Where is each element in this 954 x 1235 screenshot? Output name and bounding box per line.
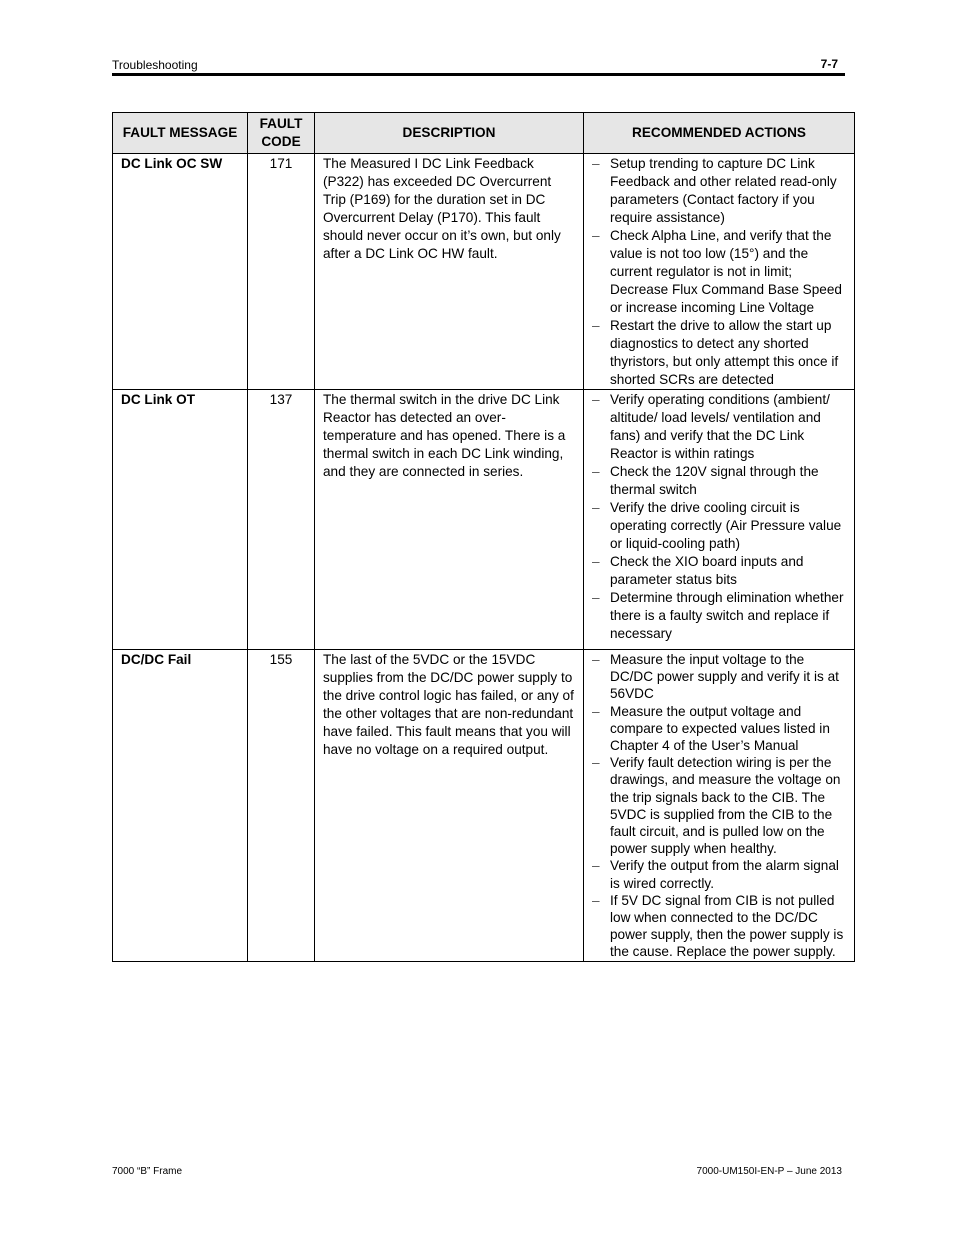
page-number: 7-7 bbox=[820, 57, 838, 71]
table-row bbox=[113, 154, 855, 390]
column-header-recommended-actions: RECOMMENDED ACTIONS bbox=[584, 113, 855, 154]
action-item: – Restart the drive to allow the start up diagnostics to detect any shorted thyristors, but only attempt this once if shorted SCRs are detected bbox=[592, 317, 846, 389]
fault-message: DC Link OC SW bbox=[113, 154, 248, 390]
action-item: – Determine through elimination whether there is a faulty switch and replace if necessary bbox=[592, 589, 846, 643]
fault-code: 155 bbox=[248, 650, 315, 962]
action-item: – Verify the drive cooling circuit is operating correctly (Air Pressure value or liquid-cooling path) bbox=[592, 499, 846, 553]
fault-description: The thermal switch in the drive DC Link Reactor has detected an over-temperature and has opened. There is a thermal switch in each DC Link winding, and they are connected in series. bbox=[315, 390, 584, 650]
fault-code: 171 bbox=[248, 154, 315, 390]
table-header-row bbox=[113, 113, 855, 154]
page-header bbox=[112, 56, 845, 76]
footer-document-id: 7000-UM150I-EN-P – June 2013 bbox=[696, 1166, 842, 1177]
action-list bbox=[592, 155, 846, 389]
section-title: Troubleshooting bbox=[112, 58, 198, 72]
fault-code: 137 bbox=[248, 390, 315, 650]
recommended-actions bbox=[584, 650, 855, 962]
action-item: – Verify the output from the alarm signal is wired correctly. bbox=[592, 857, 846, 891]
table-row bbox=[113, 390, 855, 650]
fault-description: The Measured I DC Link Feedback (P322) has exceeded DC Overcurrent Trip (P169) for the duration set in DC Overcurrent Delay (P170). This fault should never occur on it’s own, but only after a DC Link OC HW fault. bbox=[315, 154, 584, 390]
action-item: – Verify fault detection wiring is per the drawings, and measure the voltage on the trip signals back to the CIB. The 5VDC is supplied from the CIB to the fault circuit, and is pulled low on the power supply when healthy. bbox=[592, 754, 846, 857]
column-header-fault-code: FAULT CODE bbox=[248, 113, 315, 154]
action-item: – Check Alpha Line, and verify that the value is not too low (15°) and the current regulator is not in limit; Decrease Flux Command Base Speed or increase incoming Line Voltage bbox=[592, 227, 846, 317]
action-item: – If 5V DC signal from CIB is not pulled low when connected to the DC/DC power supply, then the power supply is the cause. Replace the power supply. bbox=[592, 892, 846, 961]
fault-description: The last of the 5VDC or the 15VDC supplies from the DC/DC power supply to the drive control logic has failed, or any of the other voltages that are non-redundant have failed. This fault means that you will have no voltage on a required output. bbox=[315, 650, 584, 962]
fault-message: DC Link OT bbox=[113, 390, 248, 650]
fault-message: DC/DC Fail bbox=[113, 650, 248, 962]
action-list bbox=[592, 651, 846, 961]
table-row bbox=[113, 650, 855, 962]
footer-product: 7000 “B” Frame bbox=[112, 1166, 183, 1177]
action-list bbox=[592, 391, 846, 643]
column-header-description: DESCRIPTION bbox=[315, 113, 584, 154]
action-item: – Check the 120V signal through the thermal switch bbox=[592, 463, 846, 499]
recommended-actions bbox=[584, 154, 855, 390]
column-header-fault-message: FAULT MESSAGE bbox=[113, 113, 248, 154]
action-item: – Setup trending to capture DC Link Feedback and other related read-only parameters (Contact factory if you require assistance) bbox=[592, 155, 846, 227]
action-item: – Verify operating conditions (ambient/ altitude/ load levels/ ventilation and fans) and verify that the DC Link Reactor is within ratings bbox=[592, 391, 846, 463]
recommended-actions bbox=[584, 390, 855, 650]
header-rule bbox=[112, 73, 845, 76]
fault-table bbox=[112, 112, 855, 962]
action-item: – Measure the input voltage to the DC/DC power supply and verify it is at 56VDC bbox=[592, 651, 846, 703]
action-item: – Check the XIO board inputs and parameter status bits bbox=[592, 553, 846, 589]
action-item: – Measure the output voltage and compare to expected values listed in Chapter 4 of the User’s Manual bbox=[592, 703, 846, 755]
